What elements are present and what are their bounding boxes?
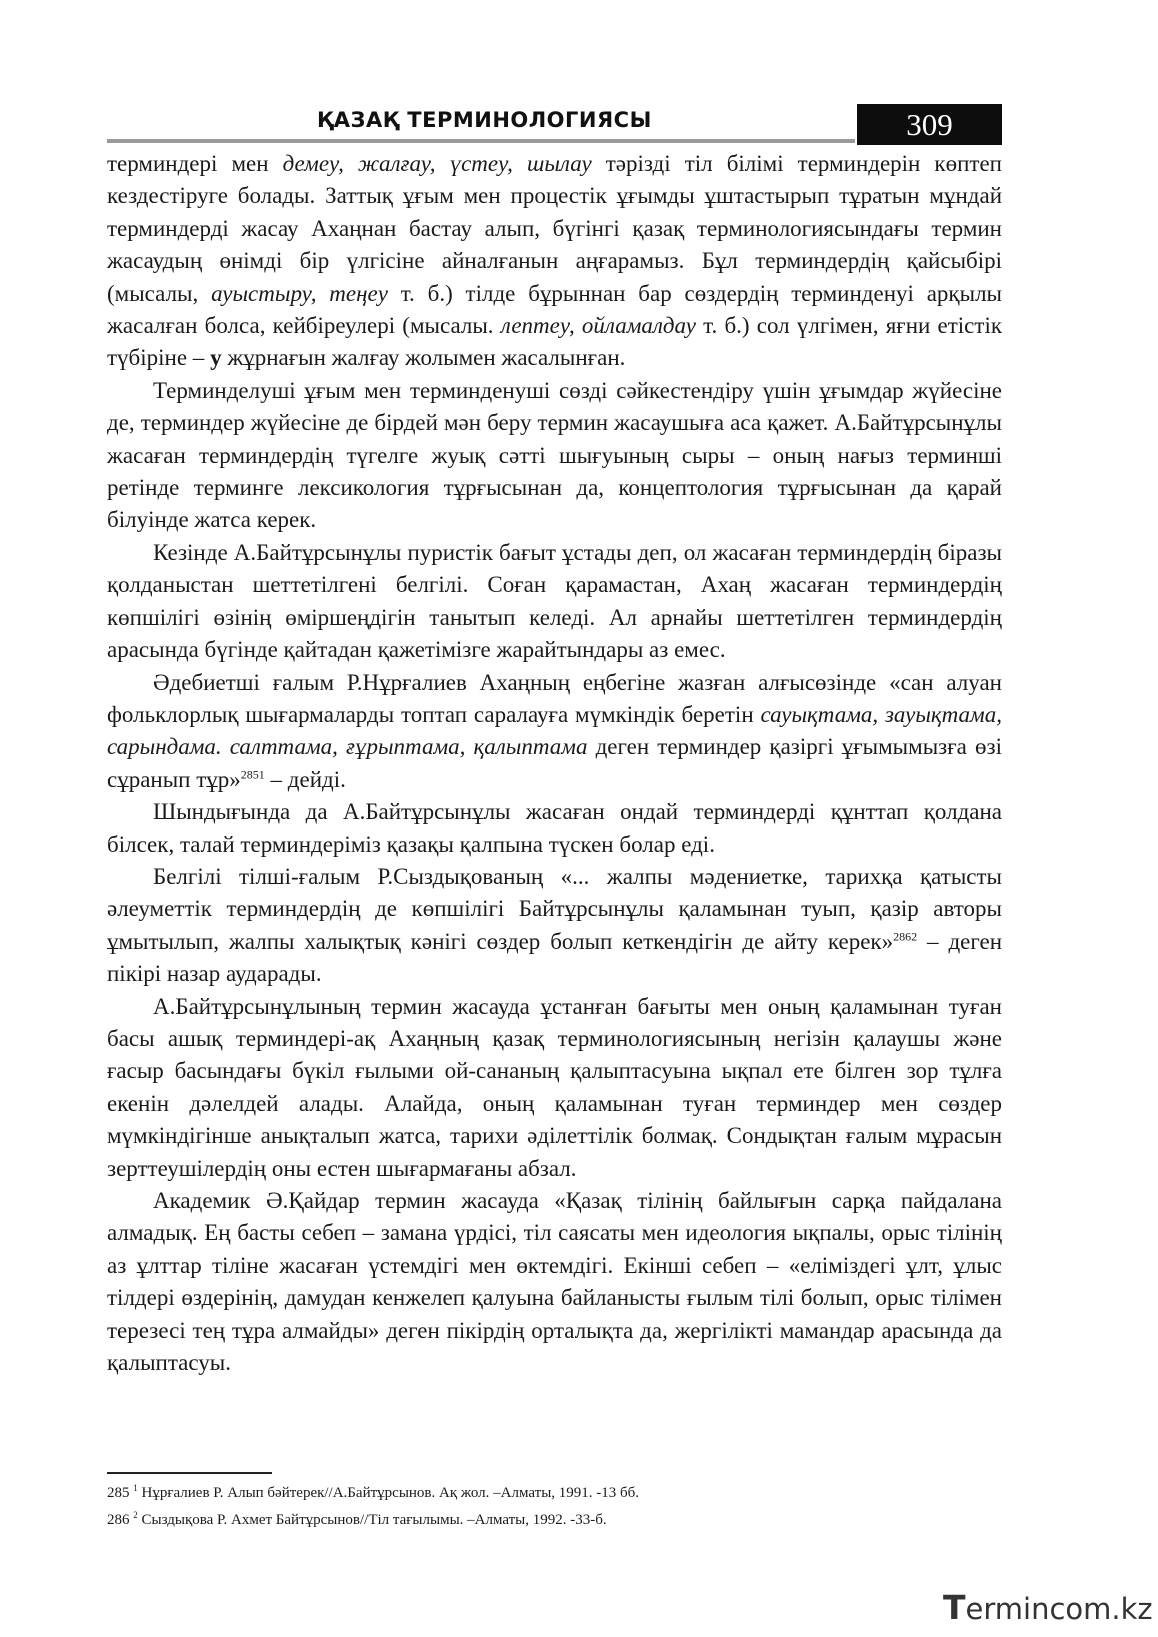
footnote-ref: 2862 [893, 929, 918, 944]
footnote-ref: 2851 [240, 767, 265, 782]
footnotes [107, 1477, 1002, 1531]
footnote: 286 $^2$ Сыздықова Р. Ахмет Байтұрсынов//Тіл тағылымы. –Алматы, 1992. -33-б. [107, 1510, 607, 1528]
paragraph-4: Әдебиетші ғалым Р.Нұрғалиев Ахаңның еңбегіне жазған алғысөзінде «сан алуан фольклорлық шығармаларды топтап саралауға мүмкіндік беретін сауықтама, зауықтама, сарындама. салттама, ғұрыптама, қалыптама деген терминдер қазіргі ұғымымызға өзі сұранып тұр»$^{2851}$ – дейді. [107, 669, 1002, 792]
footnote: 285 $^1$ Нұрғалиев Р. Алып бәйтерек//А.Байтұрсынов. Ақ жол. –Алматы, 1991. -13 бб. [107, 1483, 640, 1501]
page-number: 309 [857, 104, 1002, 145]
body-text [107, 148, 1002, 1379]
paragraph-5: Шындығында да А.Байтұрсынұлы жасаған ондай терминдерді құнттап қолдана білсек, талай терминдеріміз қазақы қалпына түскен болар еді. [107, 799, 1002, 857]
watermark-logo: Termincom.kz [943, 1588, 1153, 1627]
header-title: ҚАЗАҚ ТЕРМИНОЛОГИЯСЫ [317, 108, 652, 132]
running-header [107, 104, 1002, 146]
paragraph-8: Академик Ә.Қайдар термин жасауда «Қазақ тілінің байлығын сарқа пайдалана алмадық. Ең басты себеп – замана үрдісі, тіл саясаты мен идеология ықпалы, орыс тілінің аз ұлттар тіліне жасаған үстемдігі мен өктемдігі. Екінші себеп – «еліміздегі ұлт, ұлыс тілдері өздерінің, дамудан кенжелеп қалуына байланысты ғылым тілі болып, орыс тілімен терезесі тең тұра алмайды» деген пікірдің орталықта да, жергілікті мамандар арасында да қалыптасуы. [107, 1188, 1002, 1376]
paragraph-6: Белгілі тілші-ғалым Р.Сыздықованың «... жалпы мәдениетке, тарихқа қатысты әлеуметтік терминдердің де көпшілігі Байтұрсынұлы қаламынан туып, қазір авторы ұмытылып, жалпы халықтық кәнігі сөздер болып кеткендігін де айту керек»$^{2862}$ – деген пікірі назар аударады. [107, 863, 1003, 987]
footnote-separator [107, 1472, 272, 1474]
paragraph-3: Кезінде А.Байтұрсынұлы пуристік бағыт ұстады деп, ол жасаған терминдердің біразы қолданыстан шеттетілгені белгілі. Соған қарамастан, Ахаң жасаған терминдердің көпшілігі өзінің өміршеңдігін танытып келеді. Ал арнайы шеттетілген терминдердің арасында бүгінде қайтадан қажетімізге жарайтындары аз емес. [107, 539, 1002, 663]
paragraph-2: Терминделуші ұғым мен терминденуші сөзді сәйкестендіру үшін ұғымдар жүйесіне де, терминдер жүйесіне де бірдей мән беру термин жасаушыға аса қажет. А.Байтұрсынұлы жасаған терминдердің түгелге жуық сәтті шығуының сыры – оның нағыз терминші ретінде терминге лексикология тұрғысынан да, концептология тұрғысынан да қарай білуінде жатса керек. [107, 377, 1002, 533]
header-rule [107, 139, 855, 143]
paragraph-1: терминдері мен демеу, жалғау, үстеу, шылау тәрізді тіл білімі терминдерін көптеп кездестіруге болады. Заттық ұғым мен процестік ұғымды ұштастырып тұратын мұндай терминдерді жасау Ахаңнан бастау алып, бүгінгі қазақ терминологиясындағы термин жасаудың өнімді бір үлгісіне айналғанын аңғарамыз. Бұл терминдердің қайсыбірі (мысалы, ауыстыру, теңеу т. б.) тілде бұрыннан бар сөздердің терминденуі арқылы жасалған болса, кейбіреулері (мысалы. лептеу, ойламалдау т. б.) сол үлгімен, яғни етістік түбіріне – у жұрнағын жалғау жолымен жасалынған. [107, 151, 1003, 371]
paragraph-7: А.Байтұрсынұлының термин жасауда ұстанған бағыты мен оның қаламынан туған басы ашық терминдері-ақ Ахаңның қазақ терминологиясының негізін қалаушы және ғасыр басындағы бүкіл ғылыми ой-сананың қалыптасуына ықпал ете білген зор тұлға екенін дәлелдей алады. Алайда, оның қаламынан туған терминдер мен сөздер мүмкіндігінше анықталып жатса, тарихи әділеттілік болмақ. Сондықтан ғалым мұрасын зерттеушілердің оны естен шығармағаны абзал. [107, 993, 1002, 1181]
